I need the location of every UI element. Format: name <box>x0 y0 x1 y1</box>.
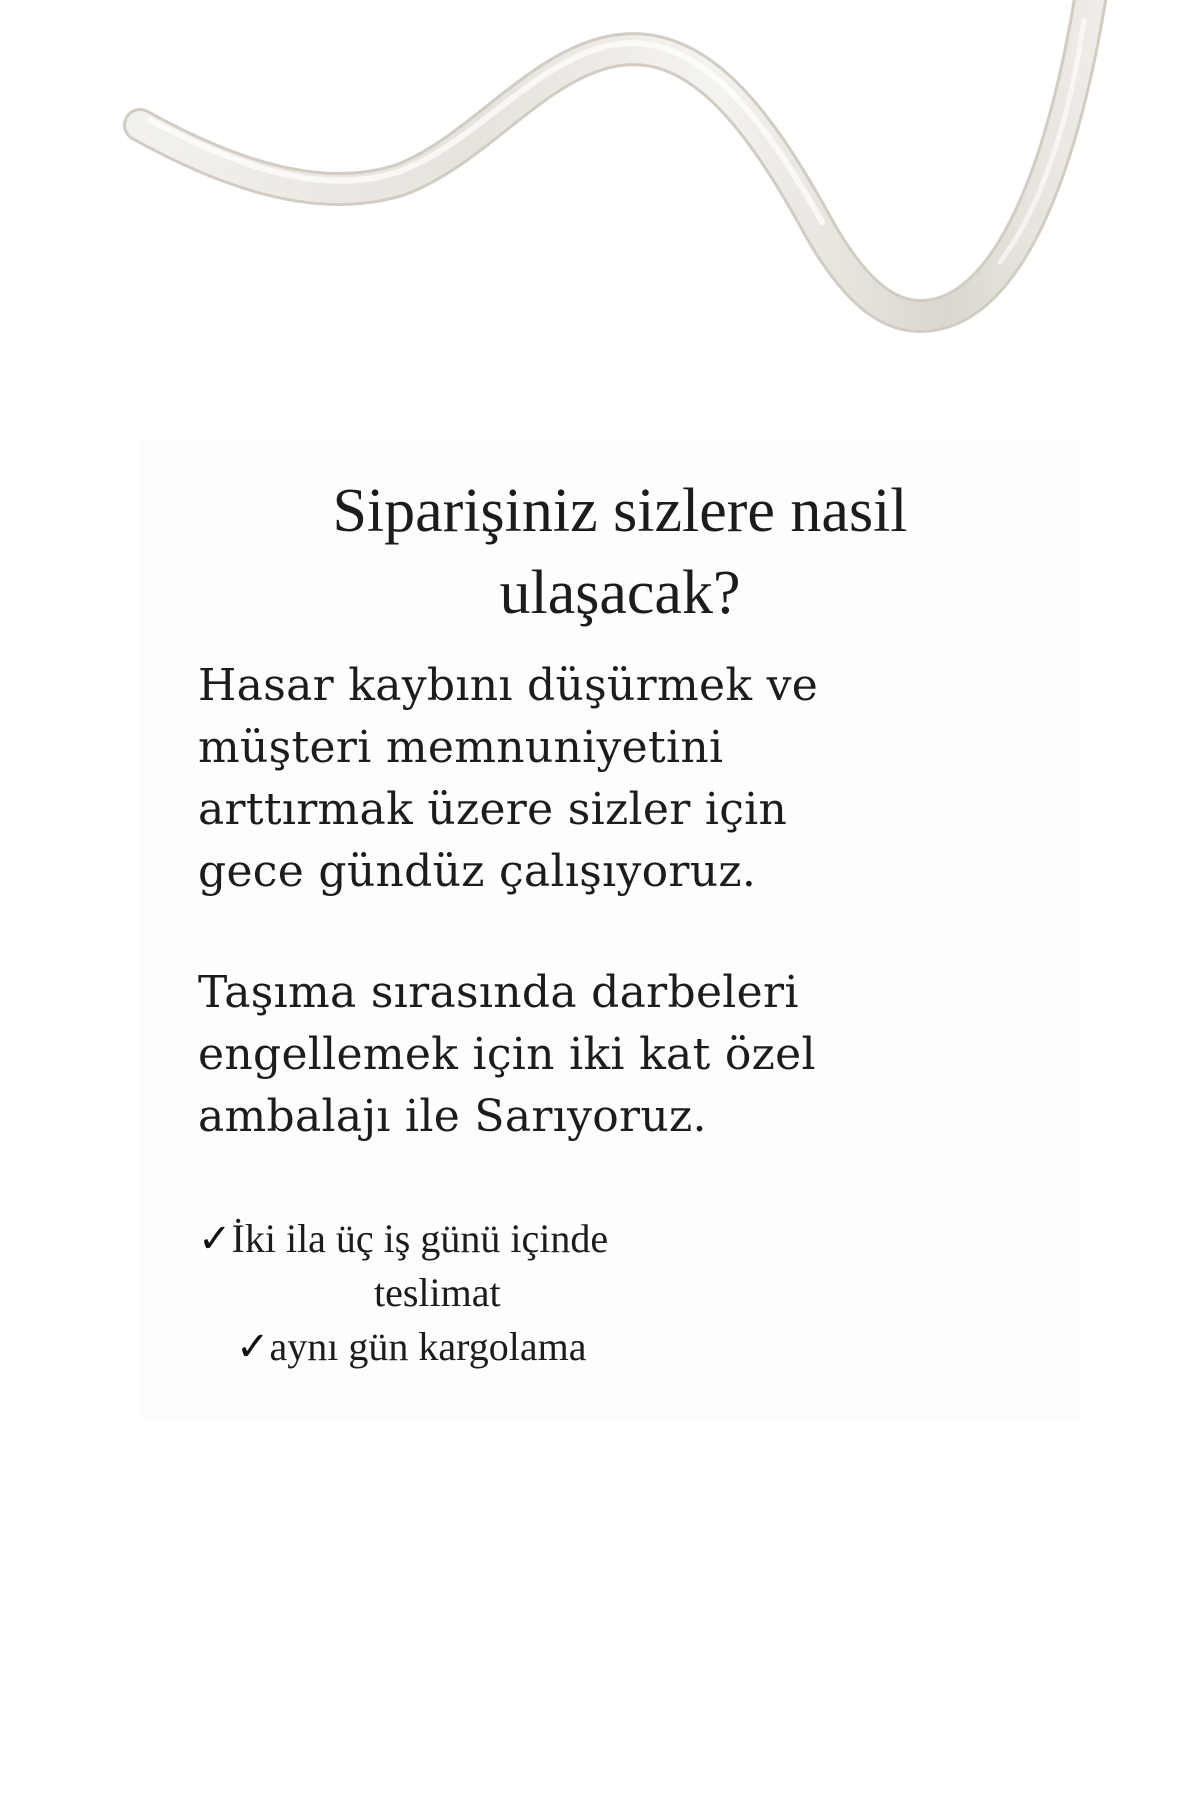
intro-line: arttırmak üzere sizler için <box>198 784 788 835</box>
page-title <box>240 470 1000 634</box>
feature-item-delivery <box>198 1212 838 1266</box>
packaging-line: engellemek için iki kat özel <box>198 1029 816 1080</box>
title-line-1: Siparişiniz sizlere nasil <box>332 477 908 545</box>
ribbon-decoration-icon <box>0 0 1200 360</box>
feature-delivery-text-cont: teslimat <box>374 1270 501 1315</box>
feature-delivery-text: İki ila üç iş günü içinde <box>231 1216 609 1261</box>
feature-item-same-day <box>198 1320 838 1374</box>
feature-same-day-text: aynı gün kargolama <box>269 1324 587 1369</box>
intro-line: gece gündüz çalışıyoruz. <box>198 846 757 897</box>
packaging-line: ambalajı ile Sarıyoruz. <box>198 1091 707 1142</box>
packaging-line: Taşıma sırasında darbeleri <box>198 967 799 1018</box>
feature-list <box>198 1212 838 1374</box>
feature-item-delivery-cont <box>198 1266 838 1320</box>
packaging-paragraph <box>198 962 898 1148</box>
title-line-2: ulaşacak? <box>499 559 741 627</box>
check-icon: ✓ <box>198 1216 232 1262</box>
intro-line: Hasar kaybını düşürmek ve <box>198 660 819 711</box>
intro-line: müşteri memnuniyetini <box>198 722 724 773</box>
check-icon: ✓ <box>236 1324 270 1370</box>
intro-paragraph <box>198 655 898 903</box>
